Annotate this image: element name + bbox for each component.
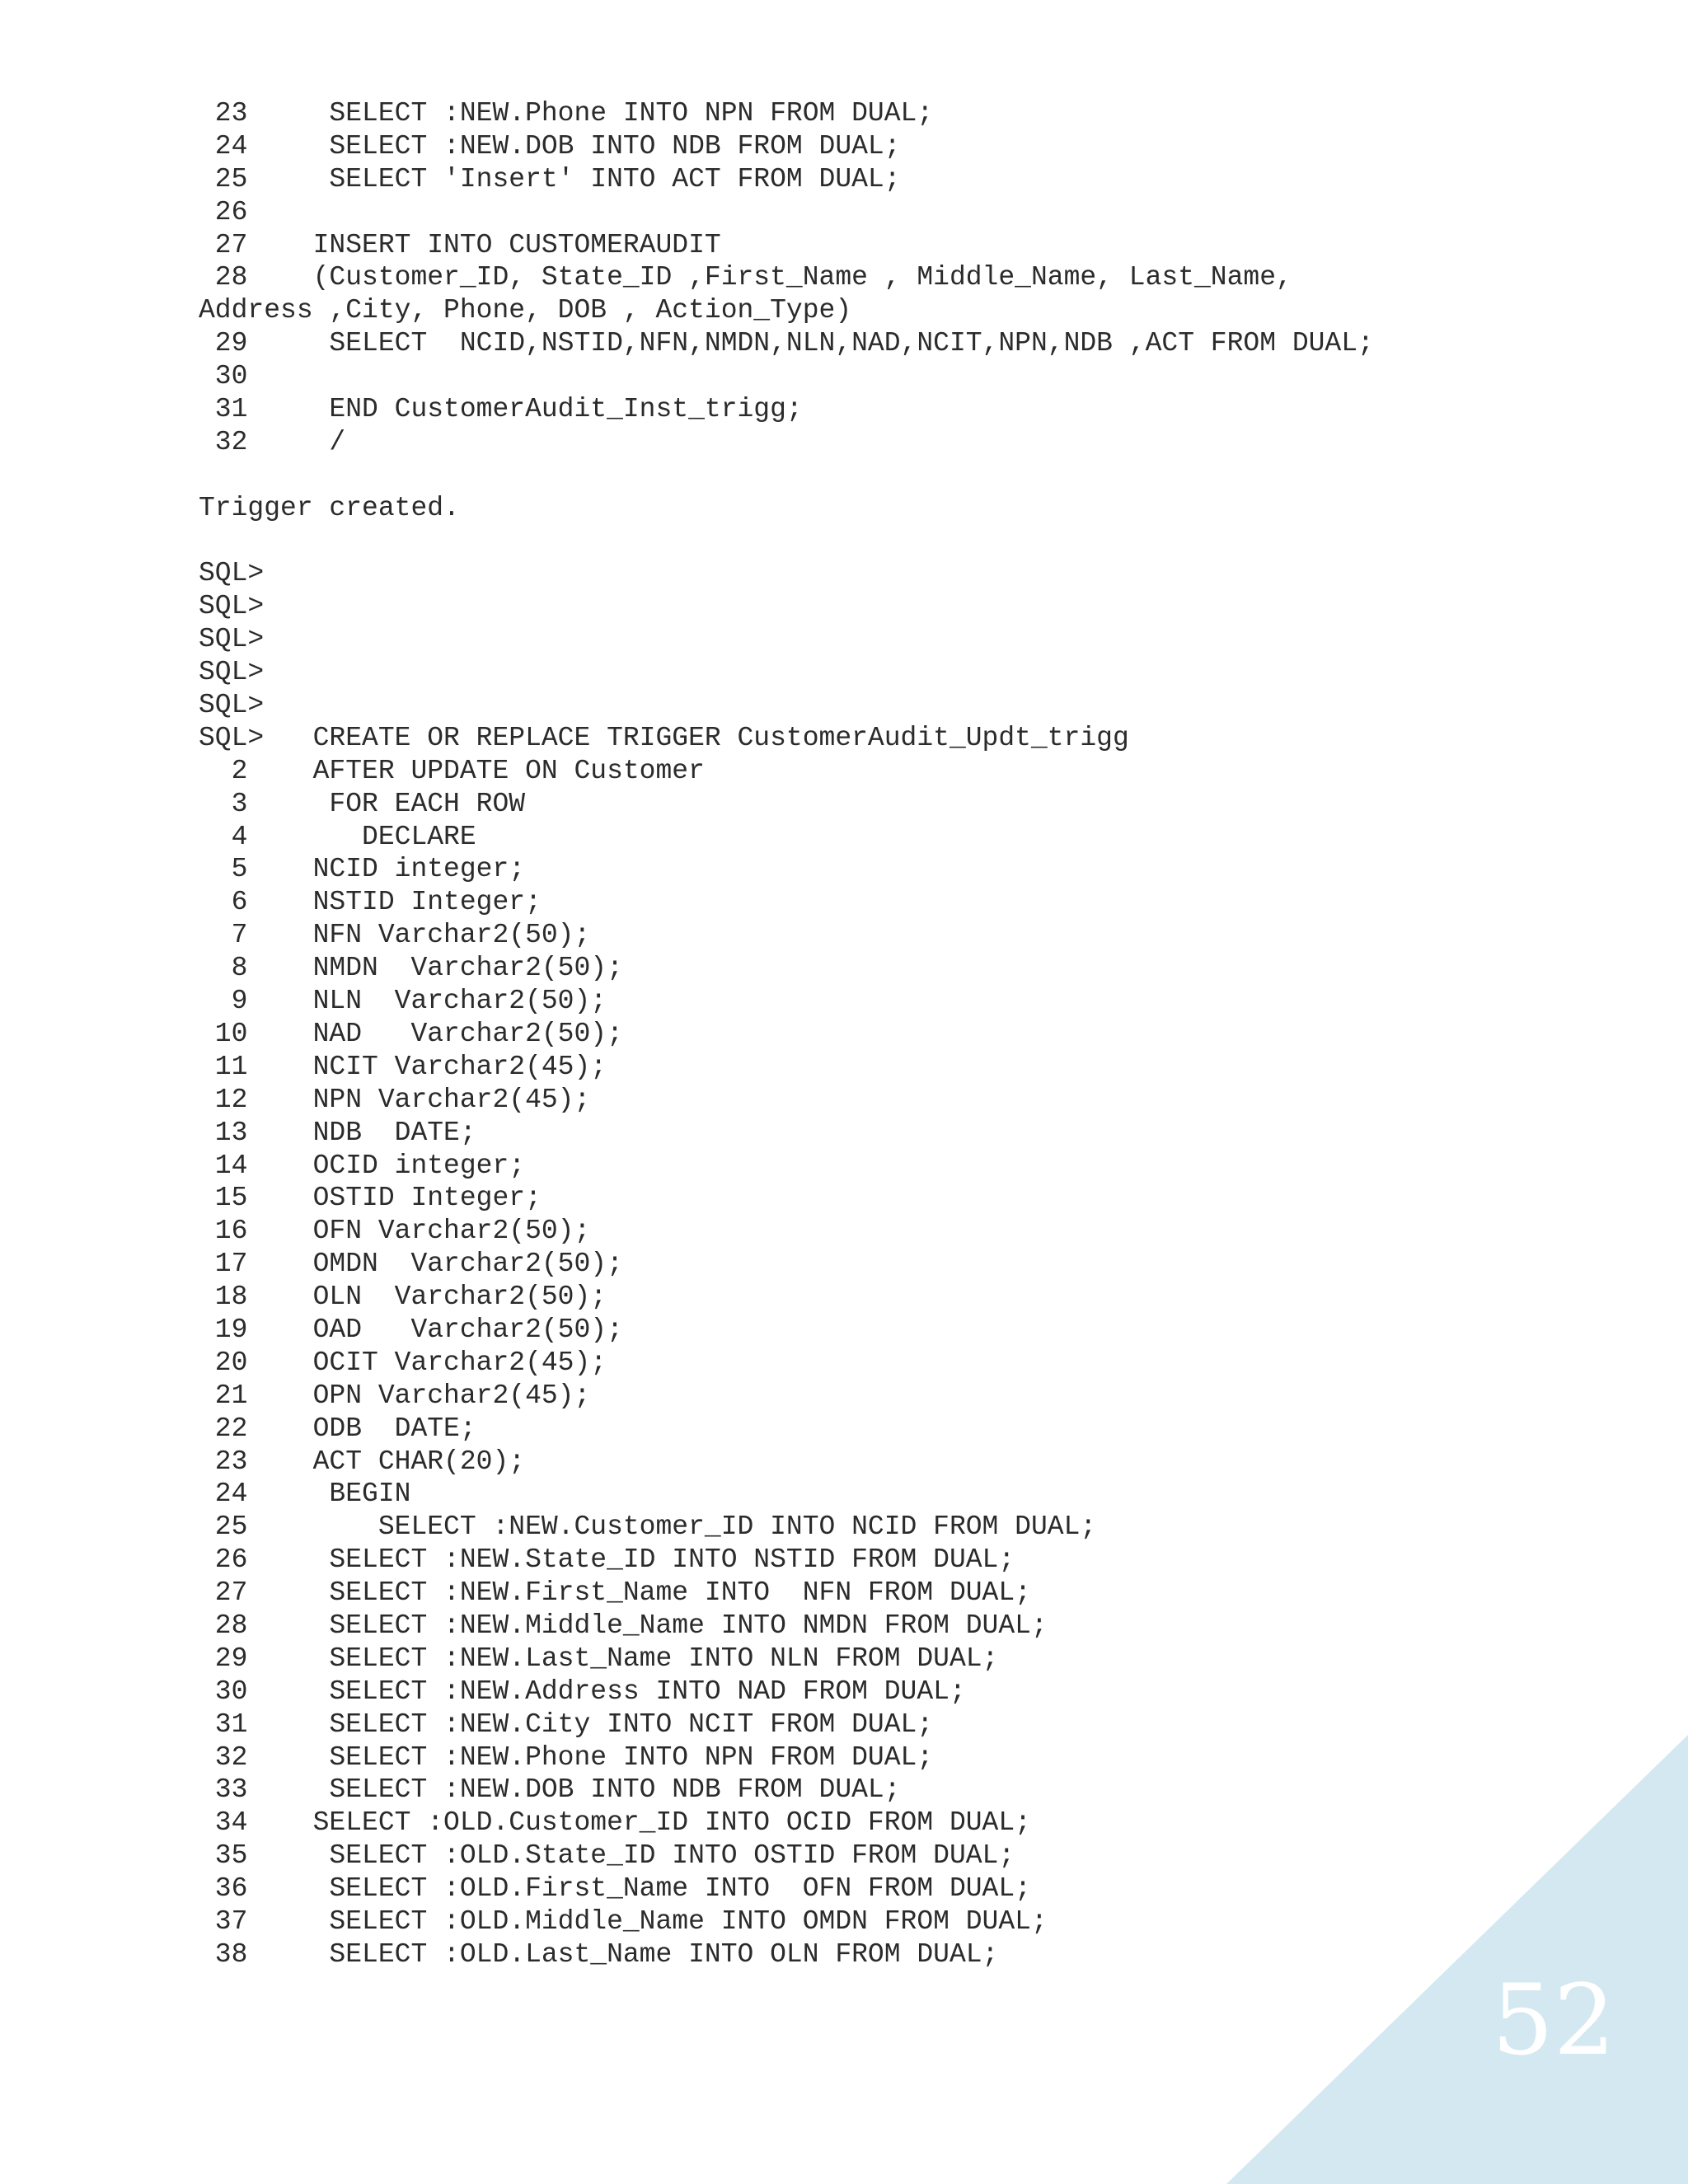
code-line: 36 SELECT :OLD.First_Name INTO OFN FROM DUAL; — [199, 1873, 1031, 1905]
code-line: 30 — [199, 361, 248, 392]
page-number: 52 — [1491, 1963, 1615, 2077]
code-line: 21 OPN Varchar2(45); — [199, 1380, 591, 1411]
code-line: 23 SELECT :NEW.Phone INTO NPN FROM DUAL; — [199, 98, 934, 129]
code-line: Address ,City, Phone, DOB , Action_Type) — [199, 295, 852, 326]
code-line: 22 ODB DATE; — [199, 1413, 476, 1444]
code-line: 29 SELECT NCID,NSTID,NFN,NMDN,NLN,NAD,NCIT,NPN,NDB ,ACT FROM DUAL; — [199, 328, 1374, 359]
code-line: 38 SELECT :OLD.Last_Name INTO OLN FROM DUAL; — [199, 1938, 999, 1970]
code-line: 31 END CustomerAudit_Inst_trigg; — [199, 394, 803, 425]
code-line: 9 NLN Varchar2(50); — [199, 986, 607, 1017]
code-line: 37 SELECT :OLD.Middle_Name INTO OMDN FROM DUAL; — [199, 1905, 1048, 1937]
code-line: 34 SELECT :OLD.Customer_ID INTO OCID FROM DUAL; — [199, 1807, 1031, 1839]
code-line: 31 SELECT :NEW.City INTO NCIT FROM DUAL; — [199, 1708, 934, 1740]
code-line: 30 SELECT :NEW.Address INTO NAD FROM DUAL; — [199, 1675, 966, 1707]
code-line: 2 AFTER UPDATE ON Customer — [199, 755, 705, 786]
code-line: SQL> — [199, 657, 265, 688]
code-line: SQL> — [199, 591, 265, 622]
code-line — [199, 525, 1374, 558]
code-line: SQL> — [199, 558, 265, 589]
code-line: 17 OMDN Varchar2(50); — [199, 1249, 623, 1280]
code-line: 24 SELECT :NEW.DOB INTO NDB FROM DUAL; — [199, 130, 901, 162]
code-line: 25 SELECT 'Insert' INTO ACT FROM DUAL; — [199, 163, 901, 194]
code-line: 7 NFN Varchar2(50); — [199, 920, 591, 951]
code-line: 6 NSTID Integer; — [199, 887, 542, 918]
code-line: 14 OCID integer; — [199, 1150, 526, 1181]
code-line: 25 SELECT :NEW.Customer_ID INTO NCID FROM DUAL; — [199, 1511, 1097, 1543]
code-line: 20 OCIT Varchar2(45); — [199, 1347, 607, 1378]
code-line: 32 / — [199, 426, 346, 457]
code-line: SQL> — [199, 690, 265, 721]
code-line: 23 ACT CHAR(20); — [199, 1446, 526, 1477]
code-line: SQL> — [199, 624, 265, 655]
code-line: 16 OFN Varchar2(50); — [199, 1216, 591, 1247]
code-line: 26 — [199, 196, 248, 227]
code-line: 29 SELECT :NEW.Last_Name INTO NLN FROM DUAL; — [199, 1643, 999, 1674]
code-line: 33 SELECT :NEW.DOB INTO NDB FROM DUAL; — [199, 1774, 901, 1806]
code-line: 8 NMDN Varchar2(50); — [199, 953, 623, 984]
code-line: 28 SELECT :NEW.Middle_Name INTO NMDN FROM DUAL; — [199, 1610, 1048, 1641]
code-line: 13 NDB DATE; — [199, 1117, 476, 1148]
code-line: Trigger created. — [199, 492, 460, 523]
code-line: 12 NPN Varchar2(45); — [199, 1084, 591, 1115]
code-line: 26 SELECT :NEW.State_ID INTO NSTID FROM DUAL; — [199, 1544, 1015, 1576]
sql-code-listing — [199, 97, 1374, 1971]
code-line: 10 NAD Varchar2(50); — [199, 1018, 623, 1049]
code-line: 5 NCID integer; — [199, 854, 526, 885]
code-line: 27 INSERT INTO CUSTOMERAUDIT — [199, 229, 721, 260]
code-line: 3 FOR EACH ROW — [199, 788, 526, 819]
code-line — [199, 459, 1374, 492]
code-line: 27 SELECT :NEW.First_Name INTO NFN FROM DUAL; — [199, 1577, 1031, 1609]
code-line: 11 NCIT Varchar2(45); — [199, 1051, 607, 1082]
corner-triangle-shape — [1226, 1735, 1688, 2184]
code-line: 24 BEGIN — [199, 1479, 411, 1510]
code-line: 32 SELECT :NEW.Phone INTO NPN FROM DUAL; — [199, 1741, 934, 1773]
code-line: 4 DECLARE — [199, 821, 476, 852]
code-line: 28 (Customer_ID, State_ID ,First_Name , Middle_Name, Last_Name, — [199, 262, 1292, 293]
corner-triangle-decoration — [1226, 1735, 1688, 2184]
code-line: 18 OLN Varchar2(50); — [199, 1282, 607, 1313]
code-line: 35 SELECT :OLD.State_ID INTO OSTID FROM DUAL; — [199, 1840, 1015, 1872]
code-line: 15 OSTID Integer; — [199, 1183, 542, 1214]
code-line: SQL> CREATE OR REPLACE TRIGGER CustomerAudit_Updt_trigg — [199, 722, 1129, 753]
code-line: 19 OAD Varchar2(50); — [199, 1314, 623, 1345]
